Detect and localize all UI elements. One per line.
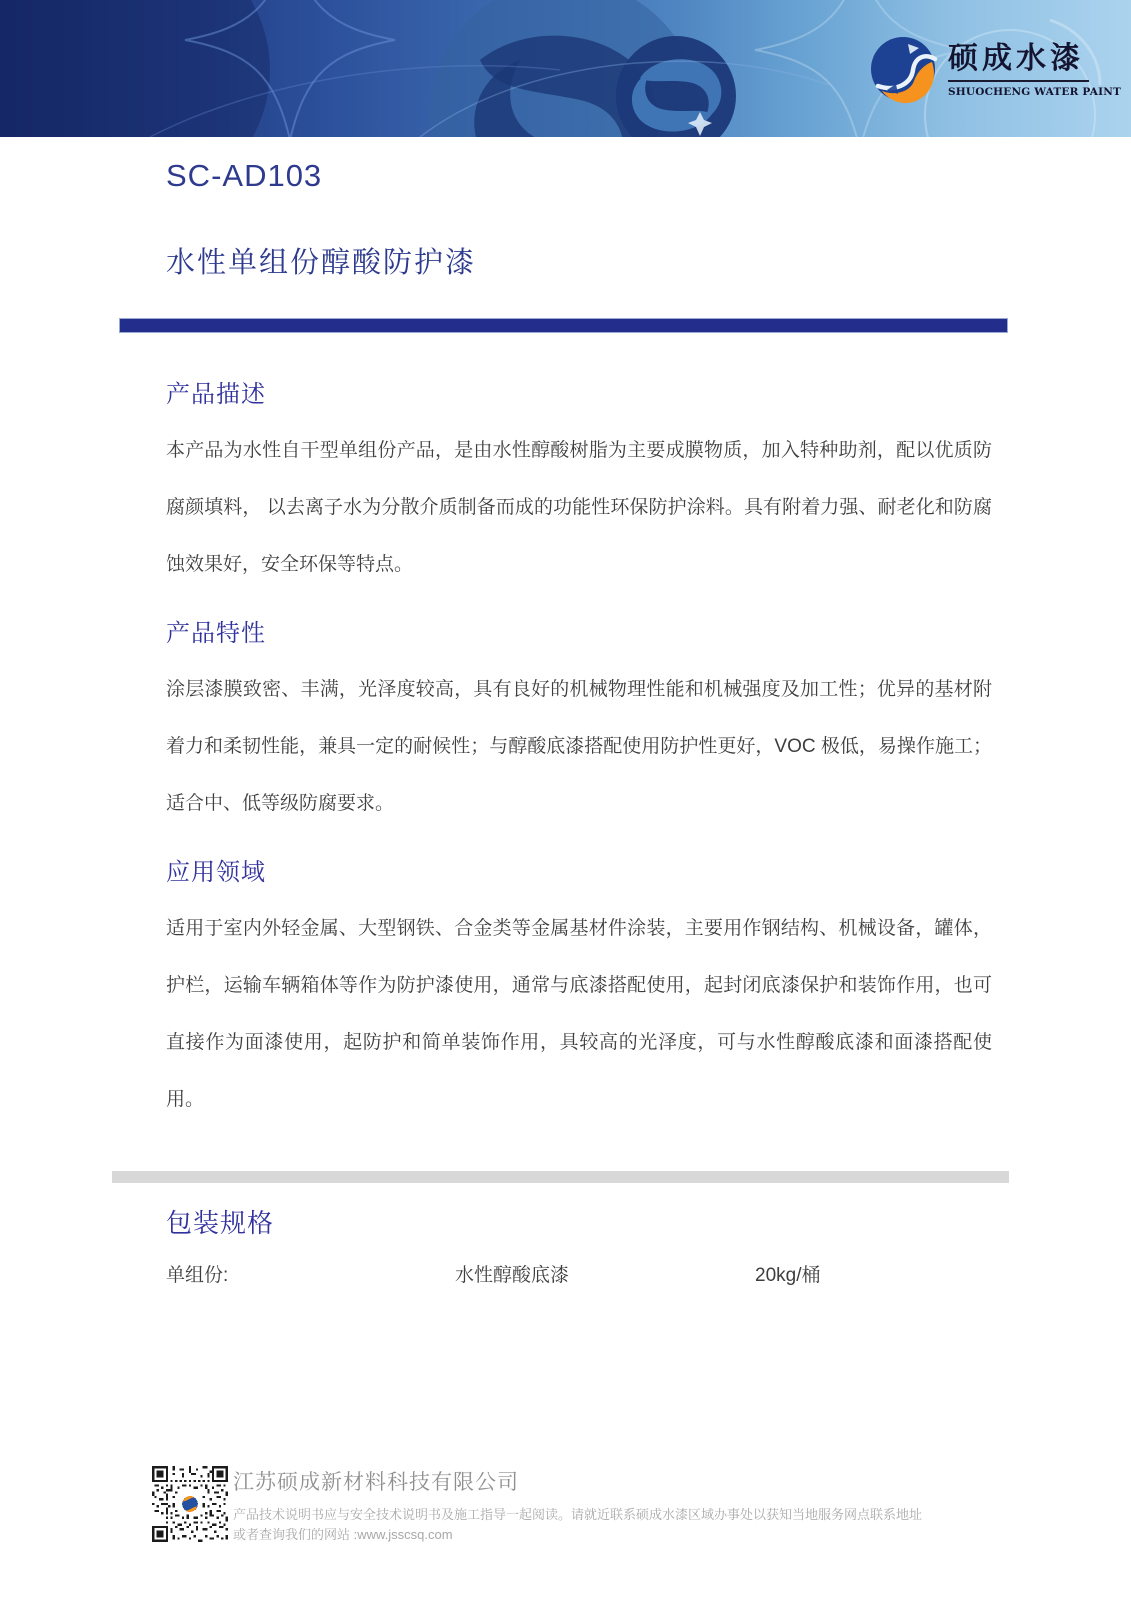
section-application-areas [166,858,992,1128]
brand-logo-icon [868,34,938,104]
packaging-spec-value: 20kg/桶 [755,1265,821,1286]
footer-notes [233,1505,1013,1545]
section-heading: 应用领域 [166,859,266,886]
footer-note-line1: 产品技术说明书应与安全技术说明书及施工指导一起阅读。请就近联系硕成水漆区域办事处以获知当地服务网点联系地址 [233,1507,923,1522]
gray-divider-bar [112,1171,1009,1183]
navy-divider-bar [119,318,1008,333]
brand-logo-text [948,41,1121,98]
section-body-text: 适用于室内外轻金属、大型钢铁、合金类等金属基材件涂装，主要用作钢结构、机械设备，罐体，护栏，运输车辆箱体等作为防护漆使用，通常与底漆搭配使用，起封闭底漆保护和装饰作用，也可直接作为面漆使用，起防护和简单装饰作用，具较高的光泽度，可与水性醇酸底漆和面漆搭配使用。 [166,918,992,1110]
section-heading: 产品描述 [166,381,266,408]
footer-company-name: 江苏硕成新材料科技有限公司 [233,1471,519,1494]
brand-underline [948,80,1089,82]
qr-code [152,1466,228,1542]
product-code-title: SC-AD103 [166,158,323,193]
section-product-features [166,619,992,832]
footer-note-line2: 或者查询我们的网站 :www.jsscsq.com [233,1527,453,1542]
section-body-text: 涂层漆膜致密、丰满，光泽度较高，具有良好的机械物理性能和机械强度及加工性；优异的基材附着力和柔韧性能，兼具一定的耐候性；与醇酸底漆搭配使用防护性更好，VOC 极低，易操作施工；适合中、低等级防腐要求。 [166,679,992,814]
packaging-component-label: 单组份: [166,1265,229,1286]
brand-name-cn: 硕成水漆 [948,41,1084,76]
packaging-row [166,1260,992,1286]
packaging-product-name: 水性醇酸底漆 [455,1265,570,1286]
brand-name-en: SHUOCHENG WATER PAINT [948,85,1121,98]
header-banner [0,0,1131,137]
product-name-title: 水性单组份醇酸防护漆 [166,247,477,279]
packaging-heading: 包装规格 [166,1208,275,1238]
section-product-description [166,380,992,593]
section-body-text: 本产品为水性自干型单组份产品，是由水性醇酸树脂为主要成膜物质，加入特种助剂，配以优质防腐颜填料， 以去离子水为分散介质制备而成的功能性环保防护涂料。具有附着力强、耐老化和防腐蚀效果好，安全环保等特点。 [166,440,992,575]
section-heading: 产品特性 [166,620,266,647]
body-sections [166,380,992,1128]
